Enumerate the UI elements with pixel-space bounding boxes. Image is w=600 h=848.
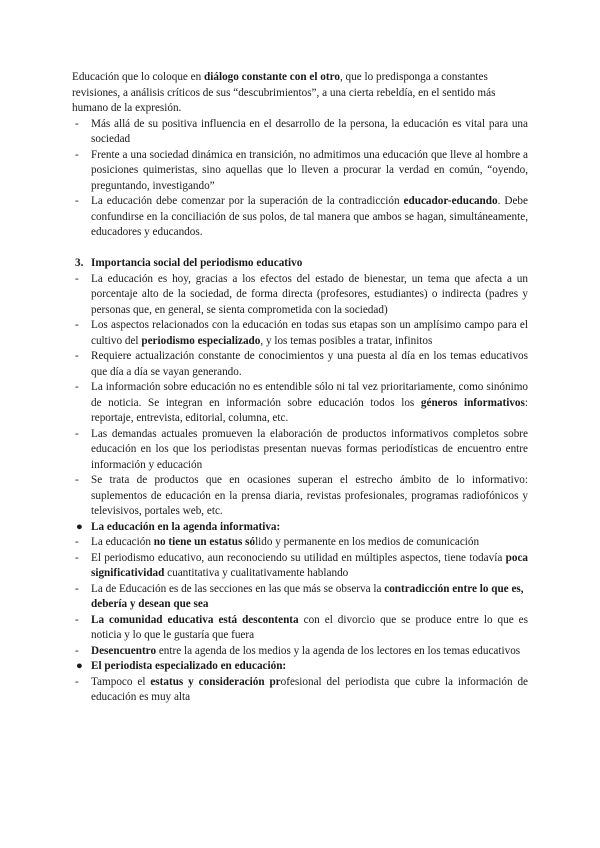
dash-marker: - (75, 427, 79, 440)
section-number: 3. (75, 257, 84, 269)
dash-marker: - (75, 117, 79, 130)
bullet-title: La educación en la agenda informativa: (91, 520, 281, 533)
list-item (72, 117, 528, 148)
list-item (72, 148, 528, 195)
item-text: cuantitativa y cualitativamente hablando (164, 567, 349, 579)
item-text: La de Educación es de las secciones en las que más se observa la (91, 582, 385, 595)
intro-paragraph (72, 70, 528, 117)
item-bold-text: poca significatividad (91, 551, 528, 579)
section-heading (72, 256, 528, 272)
item-text: . Debe confundirse en la conciliación de sus polos, de tal manera que ambos se hagan, simultáneamente, educadores y educandos. (91, 195, 528, 238)
item-text: Más allá de su positiva influencia en el desarrollo de la persona, la educación es vital para una sociedad (91, 117, 528, 145)
item-text: Frente a una sociedad dinámica en transición, no admitimos una educación que lleve al hombre a posiciones quimeristas, sino aquellas que lo lleven a procurar la verdad en común, “oyendo, preguntando, investigando” (91, 148, 528, 192)
item-text: Las demandas actuales promueven la elaboración de productos informativos completos sobre educación en los que los periodistas presentan nuevas formas periodísticas de encuentro entre información y educación (91, 427, 528, 471)
bullet-dot: ● (76, 660, 83, 672)
dash-marker: - (75, 474, 79, 486)
dash-marker: - (75, 148, 79, 161)
item-text: lido y permanente en los medios de comunicación (255, 536, 480, 548)
bullet-heading (72, 659, 528, 675)
item-bold-text: géneros informativos (420, 396, 525, 409)
list-item (72, 272, 528, 319)
dash-marker: - (75, 644, 79, 657)
bullet-dot: ● (76, 520, 83, 533)
bullet-heading (72, 520, 528, 536)
item-text: entre la agenda de los medios y la agenda de los lectores en los temas educativos (156, 644, 521, 657)
item-bold-text: no tiene un estatus só (153, 536, 256, 548)
dash-marker: - (75, 381, 79, 393)
item-bold-text: estatus y consideración pr (150, 675, 281, 688)
item-text: La educación debe comenzar por la superación de la contradicción (91, 195, 404, 207)
list-item (72, 473, 528, 520)
section-title: Importancia social del periodismo educativo (91, 257, 303, 269)
item-text: : reportaje, entrevista, editorial, columna, etc. (91, 396, 528, 424)
item-bold-text: contradicción entre lo que es, debería y desean que sea (91, 582, 524, 610)
item-text: , y los temas posibles a tratar, infinitos (260, 334, 433, 347)
list-item (72, 349, 528, 380)
item-bold-text: periodismo especializado (141, 334, 261, 347)
dash-marker: - (75, 319, 79, 331)
item-text: La educación es hoy, gracias a los efectos del estado de bienestar, un tema que afecta a un porcentaje alto de la sociedad, de forma directa (profesores, estudiantes) o indirecta (padres y personas que, en general, se sienta comprometida con la sociedad) (91, 272, 528, 316)
item-text: ofesional del periodista que cubre la información de educación es muy alta (91, 675, 529, 703)
item-bold-text: Desencuentro (91, 644, 157, 657)
intro-text-2: , que lo predisponga a constantes revisiones, a análisis críticos de sus “descubrimientos”, a una cierta rebeldía, en el sentido más humano de la expresión. (72, 71, 496, 114)
item-text: El periodismo educativo, aun reconociendo su utilidad en múltiples aspectos, tiene todavía (91, 551, 506, 564)
list-item (72, 582, 528, 613)
list-item (72, 644, 528, 660)
item-text: La educación (91, 536, 154, 548)
intro-bold-text: diálogo constante con el otro (204, 71, 340, 83)
list-item (72, 318, 528, 349)
list-item (72, 613, 528, 644)
list-item (72, 427, 528, 474)
dash-marker: - (75, 195, 79, 207)
dash-marker: - (75, 675, 79, 688)
dash-marker: - (75, 551, 79, 564)
bullet-title: El periodista especializado en educación: (91, 660, 287, 672)
item-text: La información sobre educación no es entendible sólo ni tal vez prioritariamente, como sinónimo de noticia. Se integran en información sobre educación todos los (91, 381, 528, 409)
item-bold-text: La comunidad educativa está descontenta (91, 613, 299, 626)
dash-marker: - (75, 272, 79, 285)
item-text: Tampoco el (91, 675, 151, 688)
dash-marker: - (75, 613, 79, 626)
item-text: Los aspectos relacionados con la educación en todas sus etapas son un amplísimo campo para el cultivo del (91, 319, 528, 347)
item-text: con el divorcio que se produce entre lo que es noticia y lo que le gustaría que fuera (91, 613, 528, 641)
item-text: Se trata de productos que en ocasiones superan el estrecho ámbito de lo informativo: suplementos de educación en la prensa diaria, revistas profesionales, programas radiofónicos y televisivos, portales web, etc. (91, 474, 528, 517)
item-text: Requiere actualización constante de conocimientos y una puesta al día en los temas educativos que día a día se vayan generando. (91, 350, 528, 378)
dash-marker: - (75, 582, 79, 595)
document-body (72, 70, 528, 706)
list-item (72, 380, 528, 427)
item-bold-text: educador-educando (403, 195, 498, 207)
intro-text-1: Educación que lo coloque en (72, 71, 205, 83)
dash-marker: - (75, 536, 79, 548)
list-item (72, 194, 528, 241)
dash-marker: - (75, 350, 79, 362)
list-item (72, 551, 528, 582)
list-item (72, 675, 528, 706)
list-item (72, 535, 528, 551)
